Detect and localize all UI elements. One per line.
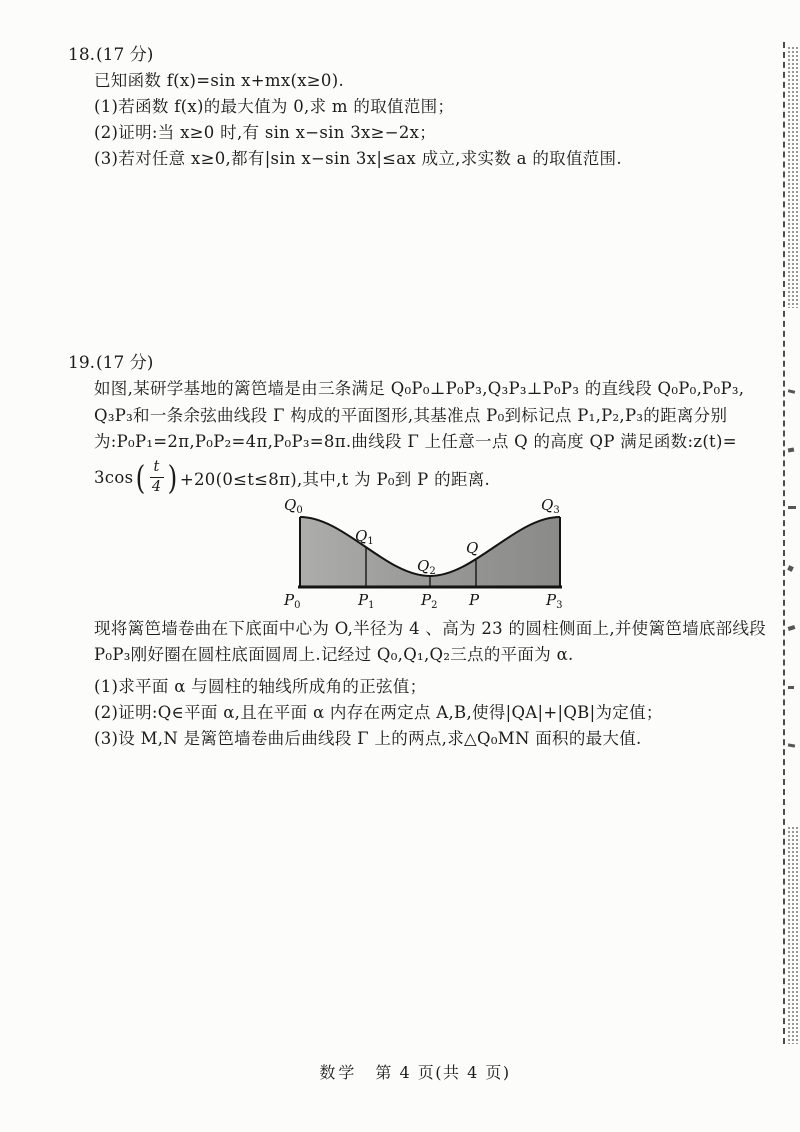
question-19-number: 19. (68, 353, 96, 373)
question-19-intro-line-2: Q₃P₃和一条余弦曲线段 Γ 构成的平面图形,其基准点 P₀到标记点 P₁,P₂,P₃的距离分别 (94, 405, 728, 425)
question-19-intro-line-1: 如图,某研学基地的篱笆墙是由三条满足 Q₀P₀⊥P₀P₃,Q₃P₃⊥P₀P₃ 的直线段 Q₀P₀,P₀P₃, (94, 379, 745, 398)
label-Q3: $Q_3$ (541, 496, 560, 516)
label-P: P (469, 591, 480, 609)
question-19-intro-line-3: 为:P₀P₁=2π,P₀P₂=4π,P₀P₃=8π.曲线段 Γ 上任意一点 Q 的高度 QP 满足函数:z(t)= (94, 432, 737, 451)
label-Q2: $Q_2$ (417, 557, 436, 577)
question-19 (68, 350, 780, 500)
scan-noise-top (787, 46, 798, 308)
question-18-intro: 已知函数 f(x)=sin x+mx(x≥0). (94, 71, 345, 90)
footer-subject: 数学 (319, 1063, 358, 1082)
label-P1: $P_1$ (358, 591, 375, 611)
scan-fragment (788, 506, 796, 509)
question-18-number: 18. (68, 45, 96, 65)
label-Q1: $Q_1$ (355, 527, 374, 547)
page-footer (0, 1060, 800, 1083)
question-19-body (94, 376, 780, 500)
scan-fragment (788, 686, 794, 689)
question-19-part-3: (3)设 M,N 是篱笆墙卷曲后曲线段 Γ 上的两点,求△Q₀MN 面积的最大值. (94, 729, 642, 748)
question-19-after-figure (94, 616, 784, 752)
question-18-heading (68, 42, 780, 68)
formula-pre: 3cos (94, 468, 134, 487)
fraction-numerator: t (150, 459, 164, 478)
scan-fragment (788, 743, 795, 747)
fraction-denominator: 4 (151, 479, 162, 495)
question-18 (68, 42, 780, 172)
question-19-after-line-2: P₀P₃刚好圈在圆柱底面圆周上.记经过 Q₀,Q₁,Q₂三点的平面为 α. (94, 645, 574, 664)
question-19-part-2: (2)证明:Q∈平面 α,且在平面 α 内存在两定点 A,B,使得|QA|+|QB|为定值； (94, 703, 663, 722)
label-P2: $P_2$ (421, 591, 438, 611)
question-19-formula (94, 456, 780, 500)
question-18-part-1: (1)若函数 f(x)的最大值为 0,求 m 的取值范围； (94, 97, 455, 116)
question-19-points: (17 分) (96, 353, 154, 373)
scan-fragment (788, 448, 795, 453)
label-P0: $P_0$ (284, 591, 301, 611)
question-19-heading (68, 350, 780, 376)
scan-fragment (788, 389, 796, 394)
formula-fraction (150, 459, 164, 495)
binding-edge-line (783, 42, 785, 1044)
footer-page-info: 第 4 页(共 4 页) (375, 1063, 511, 1082)
question-18-body (94, 68, 780, 172)
scan-fragment (788, 625, 796, 631)
formula-post: +20(0≤t≤8π),其中,t 为 P₀到 P 的距离. (179, 469, 491, 489)
formula-open-paren: ( (135, 458, 146, 497)
label-P3: $P_3$ (546, 591, 563, 611)
scan-noise-bottom (787, 826, 798, 1044)
formula-close-paren: ) (167, 458, 178, 497)
label-Q: Q (466, 539, 479, 557)
question-19-part-1: (1)求平面 α 与圆柱的轴线所成角的正弦值； (94, 677, 427, 696)
question-18-points: (17 分) (96, 45, 154, 65)
question-19-after-line-1: 现将篱笆墙卷曲在下底面中心为 O,半径为 4 、高为 23 的圆柱侧面上,并使篱笆墙底部线段 (94, 619, 767, 638)
scan-fragment (787, 565, 794, 572)
label-Q0: $Q_0$ (284, 496, 303, 516)
question-18-part-2: (2)证明:当 x≥0 时,有 sin x−sin 3x≥−2x； (94, 123, 437, 142)
fence-wall-figure (282, 494, 584, 618)
question-18-part-3: (3)若对任意 x≥0,都有|sin x−sin 3x|≤ax 成立,求实数 a 的取值范围. (94, 149, 622, 168)
